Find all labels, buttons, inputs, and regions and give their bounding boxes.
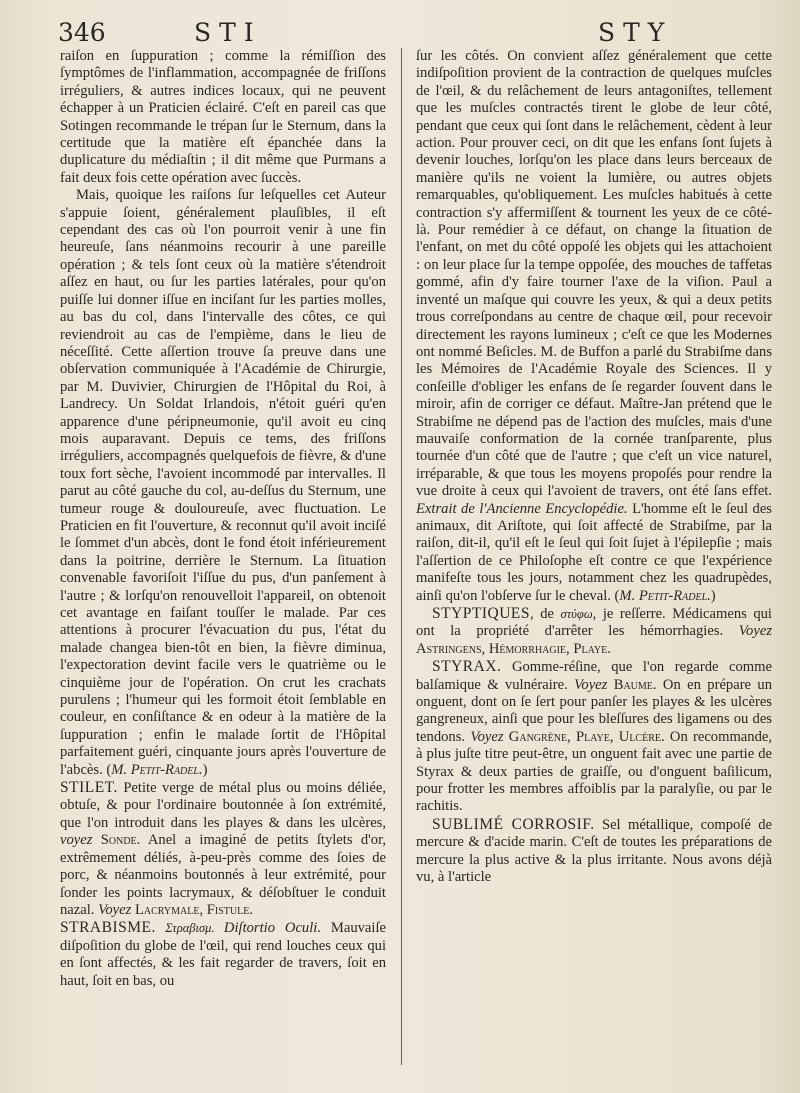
stilet-voyez: voyez [60,832,93,849]
entry-styrax [416,658,772,816]
running-head-left: STI [194,18,262,47]
column-divider [401,48,402,1065]
styrax-text-c: . On recommande, à plus juſte titre peut-être, un onguent fait avec une partie de Styrax & deux parties de graiſſe, ou d'onguent baſilicum, pour frotter les membres affoiblis par la paralyſie, ou par le rachitis. [416,728,772,815]
strabisme-continued-text: ſur les côtés. On convient aſſez généralement que cette indiſpoſition provient de la contraction de quelques muſcles de l'œil, & du relâchement de leurs antagoniſtes, tellement que les muſcles contractés tirent le globe de leur côté, pendant que ceux qui ſont dans le relâchement, cèdent à leur action. Pour prouver ceci, on dit que les enfans ſont ſujets à devenir louches, lorſqu'on les place dans leurs berceaux de manière qu'ils ne voient la lumière, ou autres objets remarquables, qu'obliquement. Les muſcles habitués à cette contraction s'y affermiſſent & tournent les yeux de ce côté-là. Pour remédier à ce défaut, on change la ſituation de l'enfant, on met du côté oppoſé les objets qui les attachoient : on leur place ſur la tempe oppoſée, des mouches de taffetas gommé, afin d'y faire tourner l'axe de la viſion. Paul a inventé un maſque qui couvre les yeux, & qui a deux petits trous correſpondans au centre de chaque œil, pour recevoir directement les rayons lumineux ; c'eſt ce que les Modernes ont nommé Beſicles. M. de Buffon a parlé du Strabiſme dans les Mémoires de l'Académie Royale des Sciences. Il y conſeille d'obliger les enfans de ſe regarder ſouvent dans le miroir, afin de corriger ce défaut. Maître-Jan prétend que le Strabiſme ne dépend pas de l'action des muſcles, mais d'une mauvaiſe conformation de la cornée tranſparente, plus tournée d'un côté que de l'autre ; que c'eſt un vice naturel, irréparable, & que tous les moyens propoſés pour rendre la vue droite à ceux qui l'avoient de travers, ont été ſans effet. [416,48,772,500]
author-attribution: M. Petit-Radel. [111,761,203,778]
paragraph-suppuration: raiſon en ſuppuration ; comme la rémiſſion des ſymptômes de l'inflammation, accompagnée de friſſons irréguliers, & autres indices locaux, qui ne peuvent échapper à un Praticien éclairé. C'eſt en pareil cas que Sotingen recommande le trépan ſur le Sternum, dans la certitude que la matière eſt épanchée dans la duplicature du médiaſtin ; il dit même que Purmans a fait deux fois cette opération avec ſuccès. [60,48,386,186]
entry-stilet [60,779,386,919]
stilet-text-b: . Anel a imaginé de petits ſtylets d'or, extrêmement déliés, à-peu-près comme des ſoies de porc, & néanmoins boutonnés à leur extrémité, pour ſonder les points lacrymaux, & déſobſtuer le conduit nazal. [60,832,386,918]
paragraph-strabisme-continued [416,48,772,605]
author-close-paren: ) [202,761,208,778]
styptiques-end: . [607,640,611,657]
page-header [58,18,772,46]
source-extract: Extrait de l'Ancienne Encyclopédie. [416,500,628,517]
entry-styptiques [416,605,772,658]
styrax-voyez-2: Voyez [470,728,504,745]
styrax-voyez: Voyez [574,676,608,693]
entry-sublime-corrosif [416,816,772,887]
headword-sublime-corrosif: SUBLIMÉ CORROSIF. [432,815,595,833]
styrax-text-a: Gomme-réſine, que l'on regarde comme balſamique & vulnéraire. [416,659,772,693]
left-column [60,48,386,1073]
page-number: 346 [58,18,106,47]
entry-strabisme [60,919,386,990]
styptiques-greek: στύφω [560,607,593,621]
stilet-text-a: Petite verge de métal plus ou moins déliée, obtuſe, & pour l'ordinaire boutonnée à ſon extrémité, que l'on introduit dans les playes & dans les ulcères, [60,780,386,831]
headword-styptiques: STYPTIQUES [432,605,531,622]
styrax-text-b: . On en prépare un onguent, dont on ſe ſert pour panſer les playes & les ulcères gangreneux, ainſi que pour les bleſſures des ligamens ou des tendons. [416,676,772,745]
stilet-voyez-2: Voyez [98,901,132,918]
headword-styrax: STYRAX. [432,658,502,676]
strabisme-greek: Στραβισμ. [155,921,224,936]
strabisme-text: Mauvaiſe diſpoſition du globe de l'œil, qui rend louches ceux qui en ſont affectés, & les fait regarder de travers, ſoit en haut, ſoit en bas, ou [60,920,386,989]
author-close-paren-right: ) [710,587,716,604]
headword-stilet: STILET. [60,779,118,797]
observation-text: Mais, quoique les raiſons ſur leſquelles cet Auteur s'appuie ſoient, généralement plauſibles, il eſt cependant des cas où l'on pourroit venir à une fin heureuſe, ſans néanmoins recourir à une pareille opération ; & tels ſont ceux où la matière s'étendroit aſſez en haut, ou ſur les parties latérales, pour qu'on puiſſe lui donner iſſue en inciſant ſur les parties molles, au bas du col, dans l'intervalle des côtes, ce qui reviendroit au cas de l'empième, dans le lieu de néceſſité. Cette aſſertion trouve ſa preuve dans une obſervation communiquée à l'Académie de Chirurgie, par M. Duvivier, Chirurgien de l'Hôpital du Roi, à Landrecy. Un Soldat Irlandois, n'étoit guéri qu'en apparence d'une péripneumonie, qu'il avoit eu cinq mois auparavant. Depuis ce tems, des friſſons irréguliers, accompagnés quelquefois de fièvre, & d'une toux fort sèche, l'avoient incommodé par intervalles. Il parut au côté gauche du col, au-deſſus du Sternum, une tumeur rouge & douloureuſe, avec fluctuation. Le Praticien en fit l'ouverture, & reconnut qu'il avoit inciſé le ſommet d'un abcès, dont le fond étoit inférieurement dans la poitrine, derrière le Sternum. La ſituation convenable favoriſoit l'iſſue du pus, d'un panſement à l'autre ; & lorſqu'on renouvelloit l'appareil, on obtenoit cet avantage en faiſant touſſer le malade. Par ces attentions à procurer l'évacuation du pus, l'état du malade changea bien-tôt en bien, la fièvre diminua, l'expectoration devint facile vers le quatrième ou le cinquième jour de l'opération. On crut les crachats purulens ; l'humeur qui les formoit étoit ſemblable en couleur, en conſiſtance & en odeur à la matière de la ſuppuration ; enfin le malade ſortit de l'Hôpital parfaitement guéri, cinquante jours après l'ouverture de l'abcès. ( [60,187,386,778]
styptiques-voyez: Voyez [738,623,772,640]
styrax-crossref: Baume [607,676,653,693]
paragraph-observation [60,187,386,779]
running-head-right: STY [598,18,673,47]
styptiques-crossrefs: Astringens, Hémorrhagie, Playe [416,640,608,657]
styptiques-text-a: , de [530,606,561,622]
stilet-end: . [249,901,253,918]
right-column [416,48,772,1073]
author-attribution-right: M. Petit-Radel. [619,587,711,604]
stilet-crossref: Sonde [92,832,137,849]
sublime-text: Sel métallique, compoſé de mercure & d'acide marin. C'eſt de toutes les préparations de mercure la plus active & la plus irritante. Nous avons déjà vu, à l'article [416,816,772,886]
aristote-text: L'homme eſt le ſeul des animaux, dit Ariſtote, qui ſoit affecté de Strabiſme, par la raiſon, dit-il, qu'il eſt le ſeul qui ſoit ſujet à l'épilepſie ; mais l'aſſertion de ce Philoſophe eſt contre ce que l'expérience manifeſte tous les jours, notamment chez les quadrupèdes, ainſi qu'on l'obſerve ſur le cheval. ( [416,500,772,604]
styptiques-text-b: , je reſſerre. Médicamens qui ont la propriété d'arrêter les hémorrhagies. [416,606,772,640]
headword-strabisme: STRABISME. [60,919,156,937]
stilet-crossrefs-2: Lacrymale, Fistule [131,901,250,918]
strabisme-latin: Diſtortio Oculi. [223,920,321,937]
styrax-crossrefs-2: Gangrène, Playe, Ulcère [503,728,661,745]
